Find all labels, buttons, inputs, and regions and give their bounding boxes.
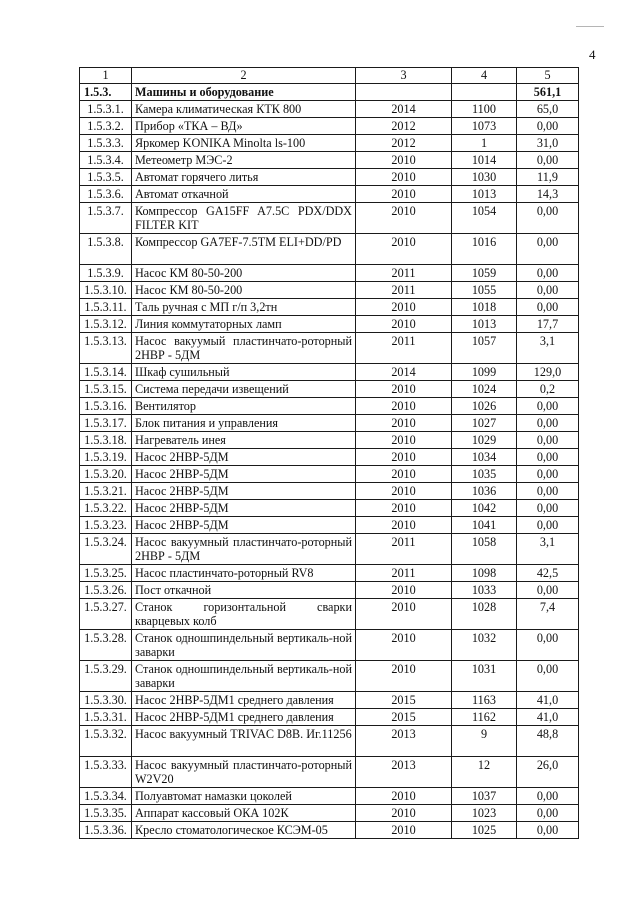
row-value: 42,5 xyxy=(517,565,579,582)
row-inventory-number: 12 xyxy=(452,757,517,788)
row-name: Метеометр МЭС-2 xyxy=(132,152,356,169)
row-inventory-number: 1 xyxy=(452,135,517,152)
row-year: 2013 xyxy=(356,757,452,788)
table-row xyxy=(80,449,579,466)
row-value: 3,1 xyxy=(517,333,579,364)
row-name: Камера климатическая КТК 800 xyxy=(132,101,356,118)
row-inventory-number: 1029 xyxy=(452,432,517,449)
row-name: Насос вакуумный TRIVAC D8B. Иг.11256 xyxy=(132,726,356,757)
table-row xyxy=(80,534,579,565)
row-inventory-number: 1024 xyxy=(452,381,517,398)
row-inventory-number: 1030 xyxy=(452,169,517,186)
row-inventory-number: 9 xyxy=(452,726,517,757)
row-year: 2011 xyxy=(356,534,452,565)
row-code: 1.5.3.33. xyxy=(80,757,132,788)
row-name: Автомат горячего литья xyxy=(132,169,356,186)
row-name: Насос вакуумый пластинчато-роторный 2НВР - 5ДМ xyxy=(132,333,356,364)
table-row xyxy=(80,381,579,398)
row-year: 2015 xyxy=(356,709,452,726)
section-row xyxy=(80,84,579,101)
row-code: 1.5.3.8. xyxy=(80,234,132,265)
row-inventory-number: 1098 xyxy=(452,565,517,582)
row-year: 2010 xyxy=(356,599,452,630)
row-value: 0,00 xyxy=(517,582,579,599)
table-row xyxy=(80,630,579,661)
header-cell: 3 xyxy=(356,68,452,84)
table-row xyxy=(80,282,579,299)
row-year: 2014 xyxy=(356,101,452,118)
table-row xyxy=(80,118,579,135)
row-inventory-number: 1163 xyxy=(452,692,517,709)
row-year: 2010 xyxy=(356,822,452,839)
row-code: 1.5.3.15. xyxy=(80,381,132,398)
row-name: Нагреватель инея xyxy=(132,432,356,449)
row-inventory-number: 1027 xyxy=(452,415,517,432)
row-value: 0,00 xyxy=(517,282,579,299)
row-name: Станок горизонтальной сварки кварцевых колб xyxy=(132,599,356,630)
row-name: Аппарат кассовый ОКА 102К xyxy=(132,805,356,822)
row-value: 0,00 xyxy=(517,449,579,466)
row-year: 2012 xyxy=(356,118,452,135)
row-inventory-number: 1034 xyxy=(452,449,517,466)
row-name: Насос 2НВР-5ДМ xyxy=(132,483,356,500)
row-inventory-number: 1013 xyxy=(452,316,517,333)
row-name: Автомат откачной xyxy=(132,186,356,203)
row-inventory-number: 1042 xyxy=(452,500,517,517)
row-name: Насос КМ 80-50-200 xyxy=(132,282,356,299)
row-name: Вентилятор xyxy=(132,398,356,415)
row-value: 0,00 xyxy=(517,432,579,449)
header-cell: 1 xyxy=(80,68,132,84)
row-inventory-number: 1100 xyxy=(452,101,517,118)
row-value: 0,00 xyxy=(517,234,579,265)
row-year: 2011 xyxy=(356,265,452,282)
row-inventory-number: 1059 xyxy=(452,265,517,282)
table-row xyxy=(80,565,579,582)
row-code: 1.5.3.1. xyxy=(80,101,132,118)
table-row xyxy=(80,709,579,726)
row-code: 1.5.3.22. xyxy=(80,500,132,517)
row-value: 65,0 xyxy=(517,101,579,118)
section-code: 1.5.3. xyxy=(80,84,132,101)
row-code: 1.5.3.7. xyxy=(80,203,132,234)
equipment-table xyxy=(79,67,579,839)
row-year: 2013 xyxy=(356,726,452,757)
row-year: 2010 xyxy=(356,805,452,822)
row-year: 2010 xyxy=(356,415,452,432)
row-value: 0,00 xyxy=(517,152,579,169)
row-inventory-number: 1031 xyxy=(452,661,517,692)
row-code: 1.5.3.21. xyxy=(80,483,132,500)
table-row xyxy=(80,822,579,839)
row-code: 1.5.3.32. xyxy=(80,726,132,757)
row-name: Насос 2НВР-5ДМ xyxy=(132,449,356,466)
row-year: 2011 xyxy=(356,565,452,582)
table-row xyxy=(80,333,579,364)
row-year: 2012 xyxy=(356,135,452,152)
row-year: 2010 xyxy=(356,381,452,398)
row-year: 2010 xyxy=(356,500,452,517)
row-code: 1.5.3.23. xyxy=(80,517,132,534)
row-value: 48,8 xyxy=(517,726,579,757)
table-row xyxy=(80,483,579,500)
row-value: 0,00 xyxy=(517,483,579,500)
row-name: Пост откачной xyxy=(132,582,356,599)
table-row xyxy=(80,265,579,282)
page-number: 4 xyxy=(589,47,596,62)
row-value: 0,00 xyxy=(517,415,579,432)
row-inventory-number: 1035 xyxy=(452,466,517,483)
row-year: 2010 xyxy=(356,788,452,805)
row-code: 1.5.3.6. xyxy=(80,186,132,203)
row-value: 0,00 xyxy=(517,265,579,282)
row-year: 2010 xyxy=(356,398,452,415)
row-code: 1.5.3.13. xyxy=(80,333,132,364)
row-name: Таль ручная с МП г/п 3,2тн xyxy=(132,299,356,316)
table-row xyxy=(80,517,579,534)
row-code: 1.5.3.28. xyxy=(80,630,132,661)
row-code: 1.5.3.29. xyxy=(80,661,132,692)
row-value: 0,00 xyxy=(517,466,579,483)
row-name: Насос вакуумный пластинчато-роторный W2V20 xyxy=(132,757,356,788)
row-year: 2010 xyxy=(356,234,452,265)
row-name: Насос КМ 80-50-200 xyxy=(132,265,356,282)
row-code: 1.5.3.9. xyxy=(80,265,132,282)
row-value: 0,00 xyxy=(517,118,579,135)
row-inventory-number: 1057 xyxy=(452,333,517,364)
row-name: Прибор «ТКА – ВД» xyxy=(132,118,356,135)
table-row xyxy=(80,152,579,169)
row-value: 0,00 xyxy=(517,661,579,692)
row-code: 1.5.3.34. xyxy=(80,788,132,805)
table-row xyxy=(80,599,579,630)
row-year: 2011 xyxy=(356,282,452,299)
row-name: Блок питания и управления xyxy=(132,415,356,432)
row-value: 11,9 xyxy=(517,169,579,186)
row-value: 0,00 xyxy=(517,517,579,534)
row-inventory-number: 1054 xyxy=(452,203,517,234)
row-name: Насос 2НВР-5ДМ xyxy=(132,517,356,534)
row-code: 1.5.3.18. xyxy=(80,432,132,449)
section-total: 561,1 xyxy=(517,84,579,101)
row-value: 7,4 xyxy=(517,599,579,630)
row-code: 1.5.3.20. xyxy=(80,466,132,483)
row-name: Насос 2НВР-5ДМ1 среднего давления xyxy=(132,709,356,726)
table-row xyxy=(80,466,579,483)
row-year: 2010 xyxy=(356,203,452,234)
row-inventory-number: 1073 xyxy=(452,118,517,135)
table-row xyxy=(80,169,579,186)
row-year: 2010 xyxy=(356,466,452,483)
row-name: Насос пластинчато-роторный RV8 xyxy=(132,565,356,582)
row-value: 0,00 xyxy=(517,788,579,805)
row-inventory-number: 1055 xyxy=(452,282,517,299)
header-cell: 5 xyxy=(517,68,579,84)
row-inventory-number: 1032 xyxy=(452,630,517,661)
row-year: 2010 xyxy=(356,483,452,500)
row-name: Система передачи извещений xyxy=(132,381,356,398)
row-year: 2011 xyxy=(356,333,452,364)
row-year: 2010 xyxy=(356,432,452,449)
row-value: 0,00 xyxy=(517,822,579,839)
table-row xyxy=(80,788,579,805)
row-code: 1.5.3.10. xyxy=(80,282,132,299)
row-code: 1.5.3.24. xyxy=(80,534,132,565)
section-title: Машины и оборудование xyxy=(132,84,356,101)
row-year: 2010 xyxy=(356,186,452,203)
row-code: 1.5.3.19. xyxy=(80,449,132,466)
table-row xyxy=(80,316,579,333)
row-year: 2010 xyxy=(356,299,452,316)
table-row xyxy=(80,364,579,381)
table-row xyxy=(80,101,579,118)
row-name: Яркомер KONIKA Minolta ls-100 xyxy=(132,135,356,152)
row-code: 1.5.3.16. xyxy=(80,398,132,415)
row-inventory-number: 1016 xyxy=(452,234,517,265)
row-name: Линия коммутаторных ламп xyxy=(132,316,356,333)
row-code: 1.5.3.36. xyxy=(80,822,132,839)
header-row xyxy=(80,68,579,84)
row-value: 26,0 xyxy=(517,757,579,788)
row-inventory-number: 1018 xyxy=(452,299,517,316)
table-row xyxy=(80,500,579,517)
row-name: Насос 2НВР-5ДМ1 среднего давления xyxy=(132,692,356,709)
table-row xyxy=(80,692,579,709)
row-code: 1.5.3.27. xyxy=(80,599,132,630)
row-code: 1.5.3.35. xyxy=(80,805,132,822)
row-year: 2010 xyxy=(356,630,452,661)
table-row xyxy=(80,299,579,316)
table-row xyxy=(80,726,579,757)
row-code: 1.5.3.2. xyxy=(80,118,132,135)
row-inventory-number: 1036 xyxy=(452,483,517,500)
row-value: 0,00 xyxy=(517,398,579,415)
row-name: Компрессор GA7EF-7.5TM ELI+DD/PD xyxy=(132,234,356,265)
row-code: 1.5.3.30. xyxy=(80,692,132,709)
row-inventory-number: 1026 xyxy=(452,398,517,415)
row-inventory-number: 1025 xyxy=(452,822,517,839)
table-row xyxy=(80,186,579,203)
row-code: 1.5.3.4. xyxy=(80,152,132,169)
row-inventory-number: 1037 xyxy=(452,788,517,805)
table-row xyxy=(80,234,579,265)
table-row xyxy=(80,398,579,415)
row-code: 1.5.3.3. xyxy=(80,135,132,152)
row-inventory-number: 1099 xyxy=(452,364,517,381)
row-value: 17,7 xyxy=(517,316,579,333)
row-inventory-number: 1013 xyxy=(452,186,517,203)
row-year: 2014 xyxy=(356,364,452,381)
row-code: 1.5.3.26. xyxy=(80,582,132,599)
scan-mark xyxy=(576,26,604,27)
row-year: 2010 xyxy=(356,316,452,333)
row-inventory-number: 1162 xyxy=(452,709,517,726)
row-value: 129,0 xyxy=(517,364,579,381)
row-value: 14,3 xyxy=(517,186,579,203)
row-code: 1.5.3.5. xyxy=(80,169,132,186)
row-code: 1.5.3.17. xyxy=(80,415,132,432)
row-value: 0,00 xyxy=(517,299,579,316)
row-inventory-number: 1058 xyxy=(452,534,517,565)
row-value: 31,0 xyxy=(517,135,579,152)
header-cell: 2 xyxy=(132,68,356,84)
row-value: 41,0 xyxy=(517,709,579,726)
table-row xyxy=(80,805,579,822)
row-value: 3,1 xyxy=(517,534,579,565)
row-name: Полуавтомат намазки цоколей xyxy=(132,788,356,805)
header-cell: 4 xyxy=(452,68,517,84)
section-id xyxy=(452,84,517,101)
row-value: 0,00 xyxy=(517,630,579,661)
row-value: 41,0 xyxy=(517,692,579,709)
row-code: 1.5.3.14. xyxy=(80,364,132,381)
row-inventory-number: 1033 xyxy=(452,582,517,599)
row-inventory-number: 1041 xyxy=(452,517,517,534)
row-year: 2015 xyxy=(356,692,452,709)
row-code: 1.5.3.25. xyxy=(80,565,132,582)
row-year: 2010 xyxy=(356,517,452,534)
row-name: Насос 2НВР-5ДМ xyxy=(132,500,356,517)
row-value: 0,00 xyxy=(517,203,579,234)
row-name: Шкаф сушильный xyxy=(132,364,356,381)
section-year xyxy=(356,84,452,101)
row-name: Насос вакуумный пластинчато-роторный 2НВР - 5ДМ xyxy=(132,534,356,565)
table-row xyxy=(80,582,579,599)
row-value: 0,00 xyxy=(517,805,579,822)
row-inventory-number: 1028 xyxy=(452,599,517,630)
table-row xyxy=(80,757,579,788)
row-year: 2010 xyxy=(356,661,452,692)
row-name: Станок одношпиндельный вертикаль-ной заварки xyxy=(132,630,356,661)
table-row xyxy=(80,203,579,234)
row-code: 1.5.3.31. xyxy=(80,709,132,726)
row-inventory-number: 1014 xyxy=(452,152,517,169)
row-year: 2010 xyxy=(356,169,452,186)
row-name: Станок одношпиндельный вертикаль-ной заварки xyxy=(132,661,356,692)
row-name: Кресло стоматологическое КСЭМ-05 xyxy=(132,822,356,839)
row-year: 2010 xyxy=(356,449,452,466)
row-value: 0,2 xyxy=(517,381,579,398)
row-name: Компрессор GA15FF A7.5C PDX/DDX FILTER KIT xyxy=(132,203,356,234)
table-row xyxy=(80,432,579,449)
row-value: 0,00 xyxy=(517,500,579,517)
row-inventory-number: 1023 xyxy=(452,805,517,822)
row-year: 2010 xyxy=(356,582,452,599)
table-row xyxy=(80,135,579,152)
table-row xyxy=(80,661,579,692)
row-code: 1.5.3.11. xyxy=(80,299,132,316)
row-year: 2010 xyxy=(356,152,452,169)
row-name: Насос 2НВР-5ДМ xyxy=(132,466,356,483)
row-code: 1.5.3.12. xyxy=(80,316,132,333)
table-row xyxy=(80,415,579,432)
